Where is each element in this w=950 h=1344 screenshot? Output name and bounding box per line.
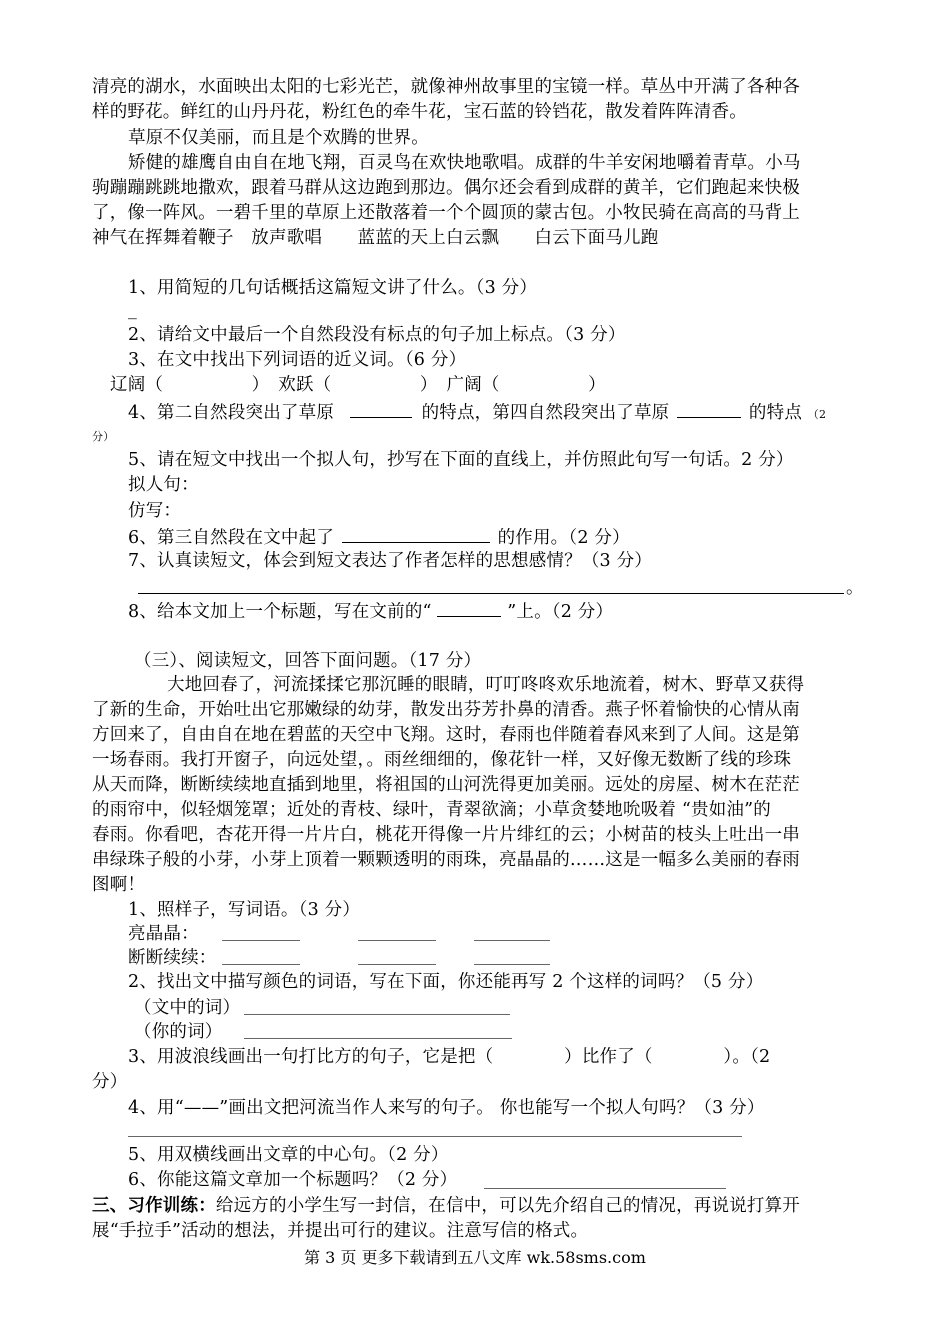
answer-blank [437,598,501,617]
answer-line [474,964,550,965]
passage-line: 了，像一阵风。一碧千里的草原上还散落着一个个圆顶的蒙古包。小牧民骑在高高的马背上 [92,203,800,223]
s3-question-1: 1、照样子，写词语。（3 分） [128,900,361,920]
s3-question-4: 4、用“——”画出文把河流当作人来写的句子。 你也能写一个拟人句吗？（3 分） [128,1098,765,1118]
answer-line [484,1188,726,1189]
answer-blank [350,399,412,418]
passage-line: 方回来了，自由自在地在碧蓝的天空中飞翔。这时，春雨也伴随着春风来到了人间。这是第 [92,725,800,745]
passage-line: 样的野花。鲜红的山丹丹花，粉红色的牵牛花，宝石蓝的铃铛花，散发着阵阵清香。 [92,102,747,122]
answer-line [358,940,436,941]
question-1: 1、用简短的几句话概括这篇短文讲了什么。（3 分） [128,278,538,298]
question-4 [128,399,826,427]
answer-line [222,940,300,941]
question-4-score-cont: 分） [92,430,115,443]
question-7: 7、认真读短文，体会到短文表达了作者怎样的思想感情？（3 分） [128,551,653,571]
answer-blank [342,524,490,543]
text-words-label: （文中的词） [134,998,241,1018]
passage-line: 了新的生命，开始吐出它那嫩绿的幼芽，散发出芬芳扑鼻的清香。燕子怀着愉快的心情从南 [92,700,800,720]
question-5: 5、请在短文中找出一个拟人句，抄写在下面的直线上，并仿照此句写一句话。2 分） [128,450,794,470]
example-word-2: 断断续续： [128,948,217,968]
passage-line: 从天而降，断断续续地直插到地里，将祖国的山河洗得更加美丽。远处的房屋、树木在茫茫 [92,775,800,795]
passage-line: 图啊！ [92,875,146,895]
question-6-part-b: 的作用。（2 分） [497,528,630,548]
writing-label: 三、习作训练： [92,1196,216,1216]
answer-line [222,964,300,965]
s3-question-2: 2、找出文中描写颜色的词语，写在下面，你还能再写 2 个这样的词吗？（5 分） [128,972,764,992]
answer-line [128,1136,742,1137]
answer-line-end: 。 [846,578,864,598]
passage-line: 神气在挥舞着鞭子 放声歌唱 蓝蓝的天上白云飘 白云下面马儿跑 [92,228,659,248]
question-6 [128,524,630,551]
question-8 [128,598,613,625]
writing-text: 给远方的小学生写一封信，在信中，可以先介绍自己的情况，再说说打算开 [215,1196,801,1216]
answer-line [138,593,844,594]
writing-text-cont: 展“手拉手”活动的想法，并提出可行的建议。注意写信的格式。 [92,1221,589,1241]
passage-line: 大地回春了，河流揉揉它那沉睡的眼睛，叮叮咚咚欢乐地流着，树木、野草又获得 [167,675,805,695]
question-4-part-b: 的特点，第四自然段突出了草原 [421,403,670,423]
s3-question-5: 5、用双横线画出文章的中心句。（2 分） [128,1145,449,1165]
passage-line: 驹蹦蹦跳跳地撒欢，跟着马群从这边跑到那边。偶尔还会看到成群的黄羊，它们跑起来快极 [92,178,800,198]
example-word-1: 亮晶晶： [128,924,199,944]
passage-line: 一场春雨。我打开窗子，向远处望，。雨丝细细的，像花针一样，又好像无数断了线的珍珠 [92,750,792,770]
s3-question-6: 6、你能这篇文章加一个标题吗？（2 分） [128,1170,458,1190]
answer-blank [677,399,741,418]
question-4-score: （2 [807,408,827,421]
answer-blank: _ [128,300,137,320]
section-heading: （三）、阅读短文，回答下面问题。（17 分） [134,651,482,671]
passage-line: 清亮的湖水，水面映出太阳的七彩光芒，就像神州故事里的宝镜一样。草丛中开满了各种各 [92,77,800,97]
question-3: 3、在文中找出下列词语的近义词。（6 分） [128,350,467,370]
your-words-label: （你的词） [134,1022,223,1042]
question-6-part-a: 6、第三自然段在文中起了 [128,528,335,548]
s3-question-3-cont: 分） [92,1072,128,1092]
answer-line [474,940,550,941]
question-4-part-a: 4、第二自然段突出了草原 [128,403,335,423]
passage-line: 草原不仅美丽，而且是个欢腾的世界。 [128,128,429,148]
answer-line [358,964,436,965]
writing-task [92,1194,800,1219]
question-2: 2、请给文中最后一个自然段没有标点的句子加上标点。（3 分） [128,325,626,345]
imitation-label: 仿写： [128,501,182,521]
answer-line [244,1014,510,1015]
s3-question-3: 3、用波浪线画出一句打比方的句子，它是把（ ）比作了（ ）。（2 [128,1047,771,1067]
question-4-part-c: 的特点 [748,403,803,423]
personification-label: 拟人句： [128,475,199,495]
passage-line: 的雨帘中，似轻烟笼罩；近处的青枝、绿叶，青翠欲滴；小草贪婪地吮吸着 “贵如油”的 [92,800,771,820]
passage-line: 矫健的雄鹰自由自在地飞翔，百灵鸟在欢快地歌唱。成群的牛羊安闲地嚼着青草。小马 [128,153,801,173]
answer-line [244,1038,512,1039]
passage-line: 串绿珠子般的小芽，小芽上顶着一颗颗透明的雨珠，亮晶晶的……这是一幅多么美丽的春雨 [92,850,800,870]
question-8-part-b: ”上。（2 分） [507,602,614,622]
question-8-part-a: 8、给本文加上一个标题，写在文前的“ [128,602,432,622]
passage-line: 春雨。你看吧，杏花开得一片片白，桃花开得像一片片绯红的云；小树苗的枝头上吐出一串 [92,825,800,845]
page-footer: 第 3 页 更多下载请到五八文库 wk.58sms.com [304,1248,646,1267]
synonym-words: 辽阔（ ） 欢跃（ ） 广阔（ ） [110,375,606,395]
